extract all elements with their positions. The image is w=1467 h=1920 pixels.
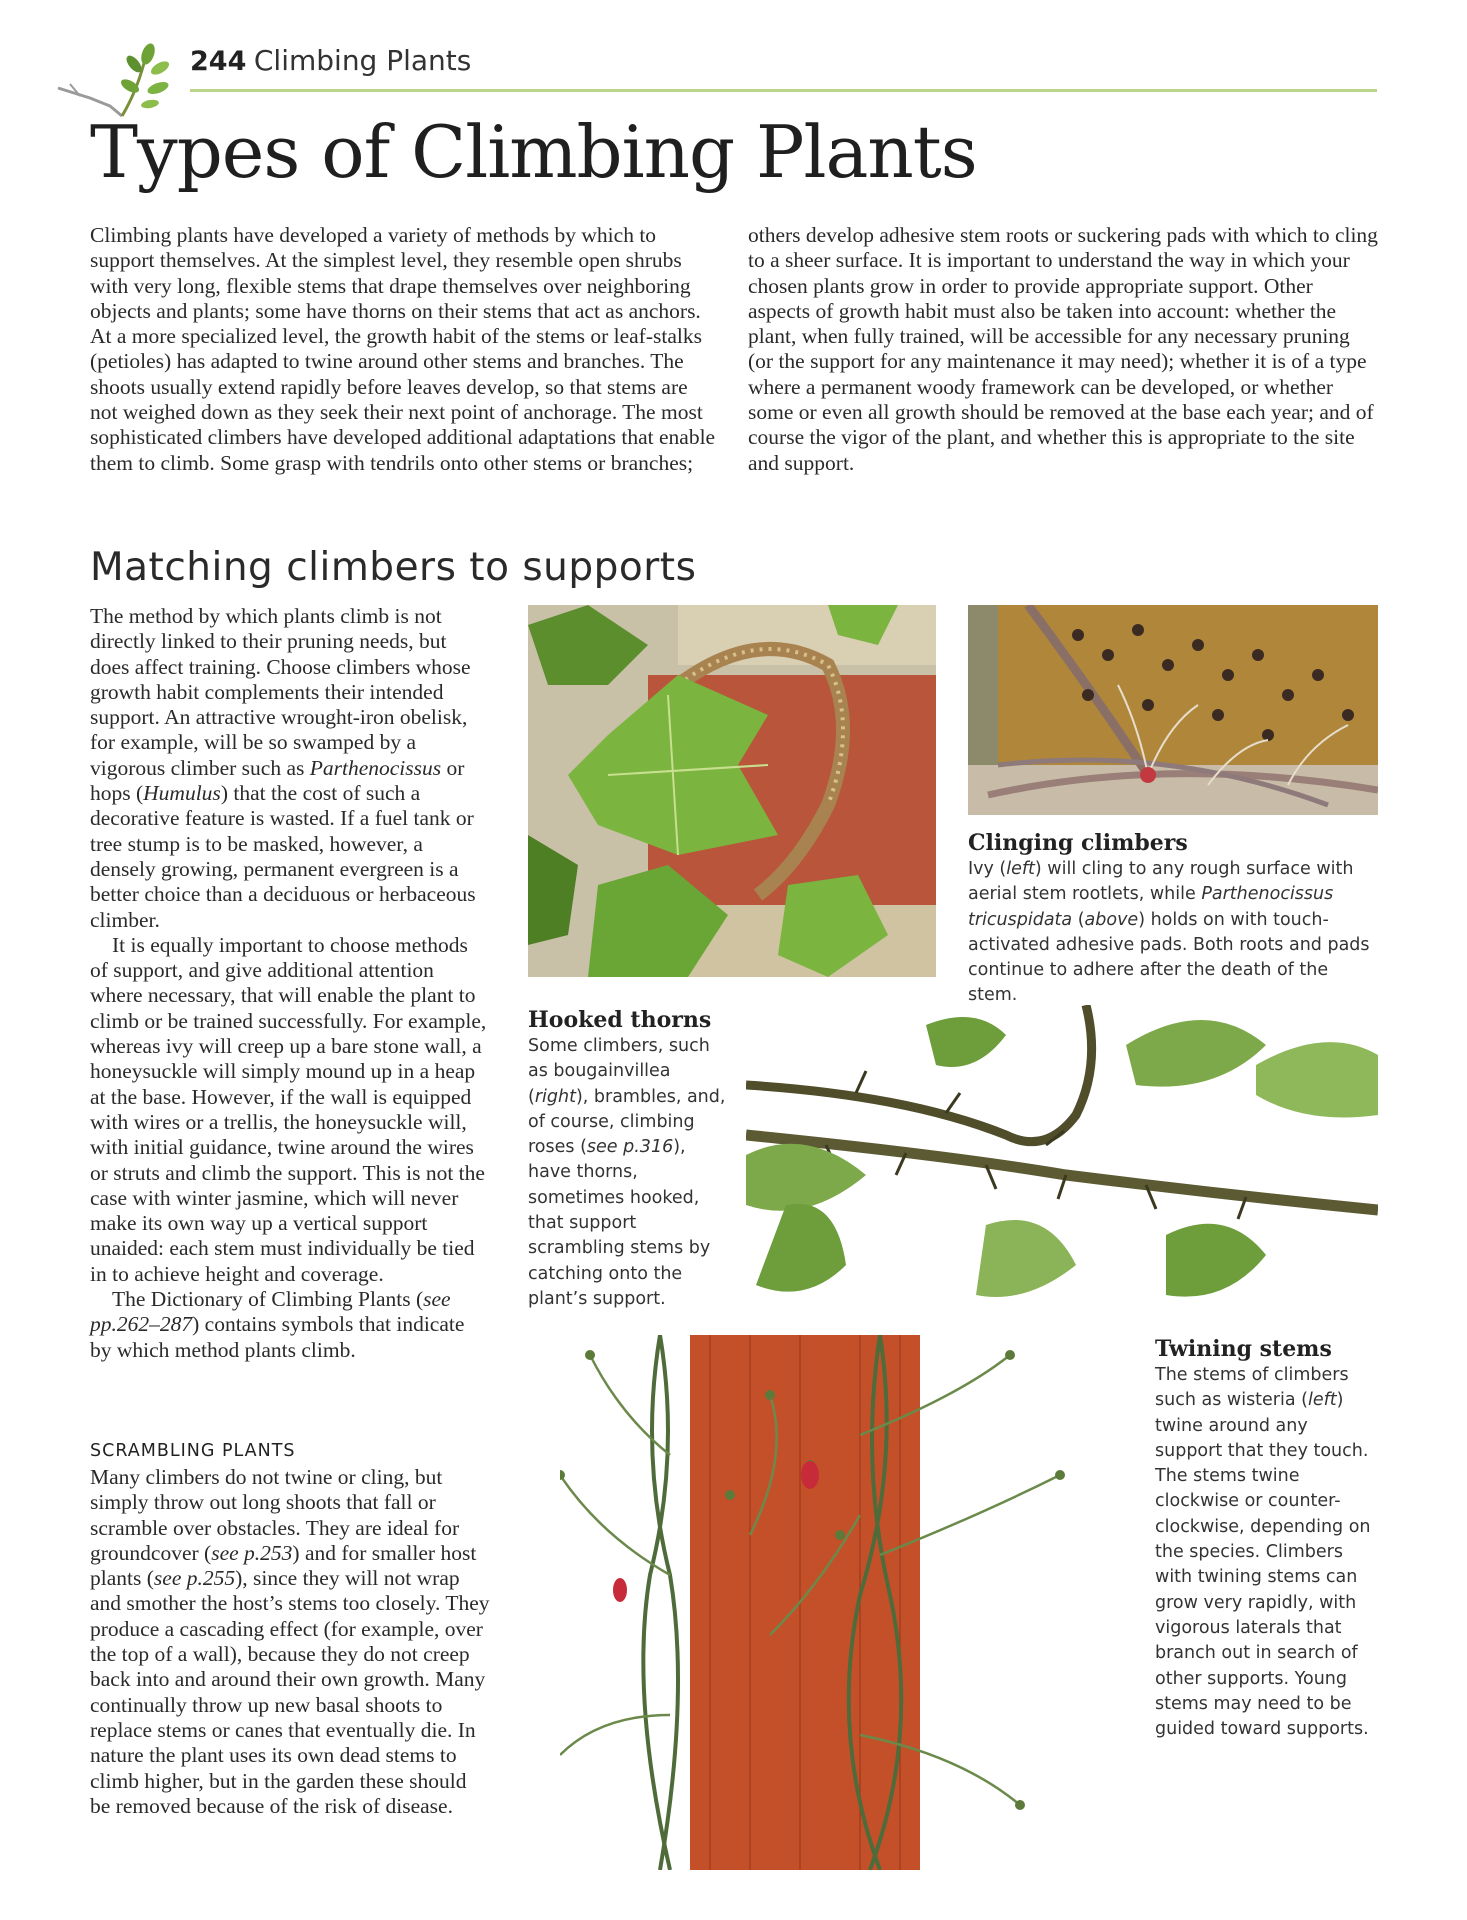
paragraph-2: It is equally important to choose methods of support, and give additional attention where necessary, that will enable the plant to climb or be trained successfully. For example, whereas ivy will creep up a bare stone wall, a honeysuckle will simply mound up in a heap at the base. However, if the wall is equipped with wires or a trellis, the honeysuckle will, with initial guidance, twine around the wires or struts and climb the support. This is not the case with winter jasmine, which will never make its own way up a vertical support unaided: each stem must individually be tied in to achieve height and coverage.: [90, 932, 487, 1286]
header-rule: [190, 89, 1377, 92]
twining-caption-text: The stems of climbers such as wisteria (left) twine around any support that they touch. The stems twine clockwise or counter-clockwise, depending on the species. Climbers with twining stems can grow very rapidly, with vigorous laterals that branch out in search of other supports. Young stems may need to be guided toward supports.: [1155, 1365, 1371, 1740]
scrambling-heading: SCRAMBLING PLANTS: [90, 1441, 296, 1461]
intro-left-column: Climbing plants have developed a variety of methods by which to support themselves. At the simplest level, they resemble open shrubs with very long, flexible stems that drape themselves over neighboring objects and plants; some have thorns on their stems that act as anchors. At a more specialized level, the growth habit of the stems or leaf-stalks (petioles) has adapted to twine around other stems and branches. The shoots usually extend rapidly before leaves develop, so that stems are not weighed down as they seek their next point of anchorage. The most sophisticated climbers have developed additional adaptations that enable them to climb. Some grasp with tendrils onto other stems or branches;: [90, 223, 716, 475]
page-number: 244: [190, 46, 247, 77]
paragraph-1: The method by which plants climb is not directly linked to their pruning needs, but does affect training. Choose climbers whose growth habit complements their intended support. An attractive wrought-iron obelisk, for example, will be so swamped by a vigorous climber such as Parthenocissus or hops (Humulus) that the cost of such a decorative feature is wasted. If a fuel tank or tree stump is to be masked, however, a densely growing, permanent evergreen is a better choice than a deciduous or herbaceous climber.: [90, 604, 476, 932]
ivy-photo: [528, 605, 936, 977]
main-text-column: [90, 604, 490, 1363]
twining-caption-title: Twining stems: [1155, 1336, 1332, 1362]
clinging-caption-text: Ivy (left) will cling to any rough surface with aerial stem rootlets, while Parthenocissus tricuspidata (above) holds on with touch-activated adhesive pads. Both roots and pads continue to adhere after the death of the stem.: [968, 859, 1370, 1006]
page-title: Types of Climbing Plants: [90, 110, 977, 194]
section-name: Climbing Plants: [253, 44, 472, 77]
wisteria-post-photo: [560, 1335, 1140, 1870]
clinging-caption-title: Clinging climbers: [968, 830, 1188, 856]
hooked-caption-text: Some climbers, such as bougainvillea (right), brambles, and, of course, climbing roses (see p.316), have thorns, sometimes hooked, that support scrambling stems by catching onto the plant’s support.: [528, 1036, 726, 1309]
section-subheading: Matching climbers to supports: [90, 545, 697, 590]
parthenocissus-photo: [968, 605, 1378, 815]
paragraph-3: The Dictionary of Climbing Plants (see pp.262–287) contains symbols that indicate by which method plants climb.: [90, 1287, 465, 1362]
intro-right-column: others develop adhesive stem roots or suckering pads with which to cling to a sheer surface. It is important to understand the way in which your chosen plants grow in order to provide appropriate support. Other aspects of growth habit must also be taken into account: whether the plant, when fully trained, will be accessible for any necessary pruning (or the support for any maintenance it may need); whether it is of a type where a permanent woody framework can be developed, or whether some or even all growth should be removed at the base each year; and of course the vigor of the plant, and whether this is appropriate to the site and support.: [748, 223, 1378, 475]
scrambling-paragraph: Many climbers do not twine or cling, but simply throw out long shoots that fall or scramble over obstacles. They are ideal for groundcover (see p.253) and for smaller host plants (see p.255), since they will not wrap and smother the host’s stems too closely. They produce a cascading effect (for example, over the top of a wall), because they do not creep back into and around their own growth. Many continually throw up new basal shoots to replace stems or canes that eventually die. In nature the plant uses its own dead stems to climb higher, but in the garden these should be removed because of the risk of disease.: [90, 1465, 490, 1818]
hooked-caption-title: Hooked thorns: [528, 1007, 712, 1033]
running-head: [190, 44, 471, 78]
bougainvillea-thorns-photo: [746, 1005, 1378, 1305]
